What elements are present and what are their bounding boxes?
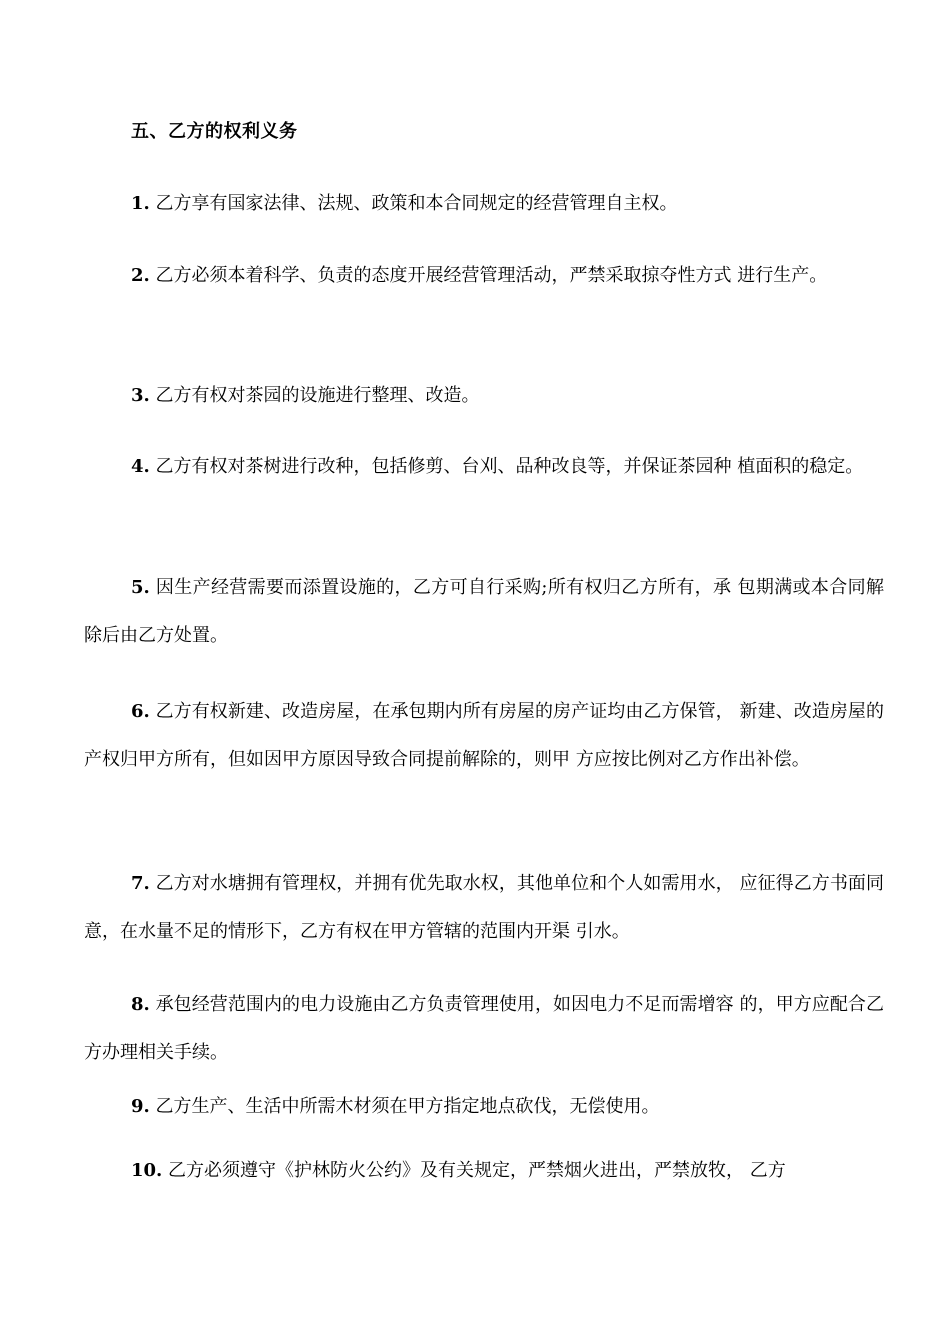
clause-number: 4. [131,456,150,477]
clause-7 [84,860,884,956]
clause-1 [84,180,884,228]
clause-8 [84,981,884,1077]
clause-5 [84,564,884,660]
clause-3 [84,372,884,420]
clause-number: 7. [131,873,150,894]
clause-number: 2. [131,265,150,286]
clause-number: 5. [131,577,150,598]
clause-number: 3. [131,385,150,406]
clause-2 [84,252,884,300]
clause-text: 乙方有权新建、改造房屋，在承包期内所有房屋的房产证均由乙方保管， 新建、改造房屋的产权归甲方所有，但如因甲方原因导致合同提前解除的，则甲 方应按比例对乙方作出补偿。 [84,701,884,770]
clause-text: 乙方有权对茶树进行改种，包括修剪、台刈、品种改良等，并保证茶园种 植面积的稳定。 [149,456,864,477]
clause-6 [84,688,884,784]
clause-9 [84,1083,884,1131]
clause-number: 9. [131,1096,150,1117]
clause-text: 乙方必须本着科学、负责的态度开展经营管理活动，严禁采取掠夺性方式 进行生产。 [149,265,828,286]
clause-number: 1. [131,193,150,214]
section-heading: 五、乙方的权利义务 [131,121,298,142]
clause-text: 乙方有权对茶园的设施进行整理、改造。 [149,385,480,406]
clause-10 [84,1147,884,1195]
clause-number: 6. [131,701,150,722]
clause-text: 承包经营范围内的电力设施由乙方负责管理使用，如因电力不足而需增容 的，甲方应配合乙方办理相关手续。 [84,994,884,1063]
clause-text: 乙方必须遵守《护林防火公约》及有关规定，严禁烟火进出，严禁放牧， 乙方 [162,1160,786,1181]
clause-text: 乙方生产、生活中所需木材须在甲方指定地点砍伐，无偿使用。 [149,1096,660,1117]
clause-4 [84,443,884,491]
clause-text: 乙方对水塘拥有管理权，并拥有优先取水权，其他单位和个人如需用水， 应征得乙方书面同意，在水量不足的情形下，乙方有权在甲方管辖的范围内开渠 引水。 [84,873,884,942]
clause-text: 乙方享有国家法律、法规、政策和本合同规定的经营管理自主权。 [149,193,678,214]
clause-number: 8. [131,994,150,1015]
clause-text: 因生产经营需要而添置设施的，乙方可自行采购;所有权归乙方所有，承 包期满或本合同解除后由乙方处置。 [84,577,884,646]
clause-number: 10. [131,1160,163,1181]
